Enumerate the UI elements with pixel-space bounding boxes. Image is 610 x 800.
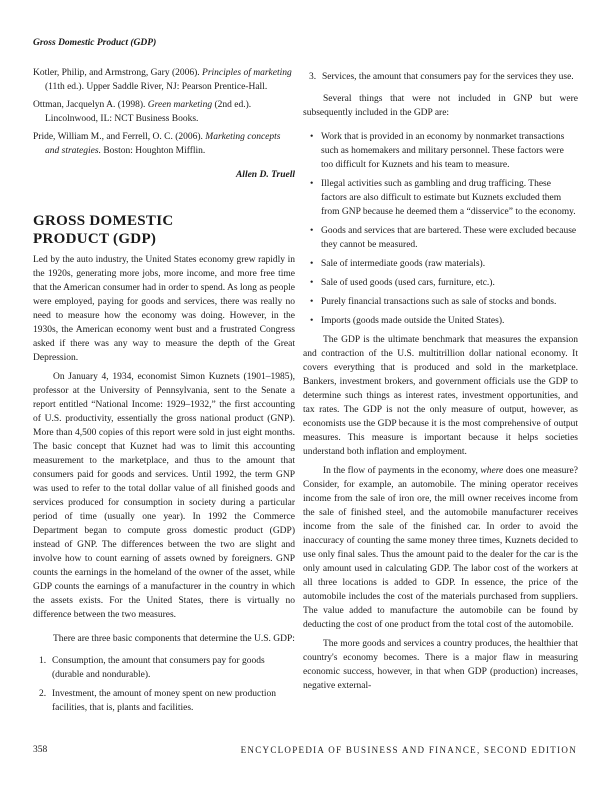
paragraph: The more goods and services a country produces, the healthier that country's economy becomes. There is a major flaw in measuring economic success, however, in that when GDP (production) increases, negative external- (303, 639, 578, 691)
author-signature: Allen D. Truell (235, 170, 295, 180)
gdp-components-list (33, 654, 295, 715)
excluded-items-list (303, 130, 578, 328)
paragraph: Several things that were not included in GNP but were subsequently included in the GDP are: (303, 94, 578, 118)
bullet-item: • Sale of used goods (used cars, furniture, etc.). (310, 278, 495, 288)
bullet-item: • Sale of intermediate goods (raw materials). (310, 259, 486, 269)
paragraph: Led by the auto industry, the United States economy grew rapidly in the 1920s, generating more jobs, more income, and more free time that the American consumer had in order to spend. As long as people were employed, paying for goods and services, there was really no need to measure how the economy was doing. However, in the 1930s, the American economy went bust and a frustrated Congress asked if there was any way to measure the depth of the Great Depression. (33, 255, 295, 363)
left-column (33, 66, 295, 720)
bullet-icon: • (310, 259, 314, 269)
bullet-icon: • (310, 297, 314, 307)
bullet-icon: • (310, 179, 314, 189)
bullet-icon: • (310, 278, 314, 288)
bullet-item: • Imports (goods made outside the United States). (310, 316, 505, 326)
reference-title: Marketing concepts and strategies. (45, 132, 281, 156)
article-title: GROSS DOMESTIC PRODUCT (GDP) (33, 213, 174, 247)
reference-item: Pride, William M., and Ferrell, O. C. (2006). Marketing concepts and strategies. Boston: Houghton Mifflin. (33, 132, 281, 156)
reference-list (33, 66, 295, 158)
right-column (303, 66, 578, 693)
bullet-icon: • (310, 316, 314, 326)
reference-item: Ottman, Jacquelyn A. (1998). Green marketing (2nd ed.). Lincolnwood, IL: NCT Business Books. (33, 100, 252, 124)
bullet-item: • Purely financial transactions such as sale of stocks and bonds. (310, 297, 557, 307)
bullet-item: • Illegal activities such as gambling and drug trafficing. These factors are also difficult to estimate but Kuznets excluded them from GNP because he deemed them a “disservice” to the economy. (310, 179, 576, 217)
bullet-icon: • (310, 132, 314, 142)
paragraph: On January 4, 1934, economist Simon Kuznets (1901–1985), professor at the University of Pennsylvania, sent to the Senate a report entitled “National Income: 1929–1932,” the first accounting of U.S. productivity, essentially the gross national product (GNP). More than 4,500 copies of this report were sold in just eight months. The basic concept that Kuznet had was to limit this accounting measurement to the marketplace, and thus to the amount that consumers paid for goods and services. Until 1992, the term GNP was used to refer to the total dollar value of all finished goods and services produced for consumption in society during a particular period of time (usually one year). In 1992 the Commerce Department began to compute gross domestic product (GDP) instead of GNP. The differences between the two are slight and involve how to count earning of assets owned by foreigners. GNP counts the earnings in the homeland of the owner of the asset, while GDP counts the earnings of a manufacturer in the country in which the assets exists. For the United States, there is virtually no difference between the two measures. (33, 372, 295, 620)
page-number: 358 (33, 745, 48, 755)
reference-title: Green marketing (147, 100, 213, 110)
list-item: 2. Investment, the amount of money spent on new production facilities, that is, plants and facilities. (39, 689, 276, 713)
paragraph: The GDP is the ultimate benchmark that measures the expansion and contraction of the U.S. multitrillion dollar national economy. It covers everything that is produced and sold in the marketplace. Bankers, investment brokers, and government officials use the GDP to determine such things as interest rates, investment opportunities, and tax rates. The GDP is not the only measure of output, however, as economists use the GDP because it is the most comprehensive of output measures. This measure is important because it helps societies understand both inflation and employment. (303, 335, 578, 457)
reference-item: Kotler, Philip, and Armstrong, Gary (2006). Principles of marketing (11th ed.). Upper Saddle River, NJ: Pearson Prentice-Hall. (33, 68, 292, 92)
paragraph: In the flow of payments in the economy, where does one measure? Consider, for example, an automobile. The mining operator receives income from the sale of iron ore, the mill owner receives income from the sale of finished steel, and the automobile manufacturer receives income from the sale of the finished car. In order to avoid the inaccuracy of counting the same money three times, Kuznets decided to use only final sales. Thus the amount paid to the dealer for the car is the only amount used in calculating GDP. The labor cost of the workers at all three locations is added to GDP. In essence, the price of the automobile includes the cost of the materials purchased from suppliers. The value added to manufacture the automobile can be found by deducting the cost of one product from the total cost of the automobile. (303, 466, 578, 630)
paragraph: There are three basic components that determine the U.S. GDP: (53, 634, 295, 644)
reference-title: Principles of marketing (202, 68, 292, 78)
gdp-components-list-continued (303, 70, 578, 84)
list-item: 3. Services, the amount that consumers pay for the services they use. (309, 72, 574, 82)
book-title: ENCYCLOPEDIA OF BUSINESS AND FINANCE, SECOND EDITION (240, 745, 577, 755)
running-head: Gross Domestic Product (GDP) (33, 38, 157, 48)
list-item: 1. Consumption, the amount that consumers pay for goods (durable and nondurable). (39, 656, 265, 680)
bullet-item: • Work that is provided in an economy by nonmarket transactions such as homemakers and military personnel. These factors were too difficult for Kuznets and his team to measure. (310, 132, 565, 170)
bullet-icon: • (310, 226, 314, 236)
bullet-item: • Goods and services that are bartered. These were excluded because they cannot be measured. (310, 226, 577, 250)
